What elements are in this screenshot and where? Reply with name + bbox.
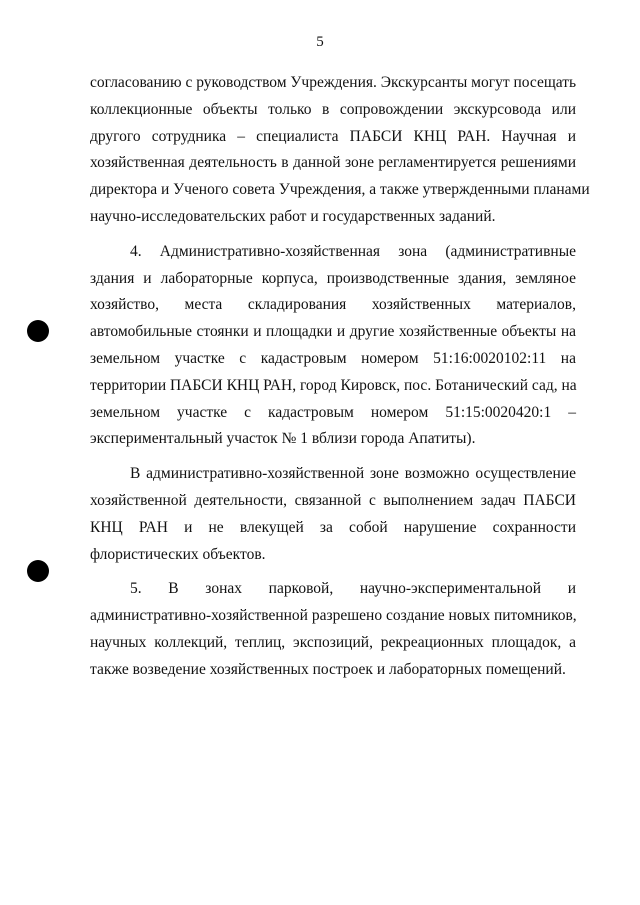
binder-hole-top [27,320,49,342]
text-line: автомобильные стоянки и площадки и другие хозяйственные объекты на [90,323,576,341]
paragraph [90,461,576,568]
text-line: хозяйственная деятельность в данной зоне регламентируется решениями [90,154,576,172]
text-line: согласованию с руководством Учреждения. Экскурсанты могут посещать [90,74,577,91]
text-line: научных коллекций, теплиц, экспозиций, рекреационных площадок, а [90,633,576,651]
binder-hole-bottom [27,560,49,582]
text-line: директора и Ученого совета Учреждения, а также утвержденными планами [90,181,590,199]
text-line: КНЦ РАН и не влекущей за собой нарушение сохранности [90,518,576,536]
text-line: научно-исследовательских работ и государственных заданий. [90,207,496,225]
page-number: 5 [316,34,324,50]
text-line: 5. В зонах парковой, научно-экспериментальной и [130,580,576,598]
paragraph [90,239,576,453]
text-line: 4. Административно-хозяйственная зона (административные [130,242,576,260]
paragraph [90,70,590,231]
text-line: В административно-хозяйственной зоне возможно осуществление [130,465,576,483]
text-line: хозяйственной деятельности, связанной с выполнением задач ПАБСИ [90,491,576,509]
document-body [90,70,590,684]
paragraph [90,576,576,683]
text-line: административно-хозяйственной разрешено создание новых питомников, [90,607,577,625]
text-line: флористических объектов. [90,545,266,563]
text-line: здания и лабораторные корпуса, производственные здания, земляное [90,269,576,287]
text-line: коллекционные объекты только в сопровождении экскурсовода или [90,100,576,118]
text-line: территории ПАБСИ КНЦ РАН, город Кировск, пос. Ботанический сад, на [90,376,577,394]
text-line: земельном участке с кадастровым номером 51:16:0020102:11 на [90,349,576,367]
text-line: земельном участке с кадастровым номером 51:15:0020420:1 – [90,403,576,421]
text-line: также возведение хозяйственных построек и лабораторных помещений. [90,660,566,678]
text-line: экспериментальный участок № 1 вблизи города Апатиты). [90,430,476,448]
text-line: хозяйство, места складирования хозяйственных материалов, [90,296,576,314]
text-line: другого сотрудника – специалиста ПАБСИ КНЦ РАН. Научная и [90,127,576,145]
